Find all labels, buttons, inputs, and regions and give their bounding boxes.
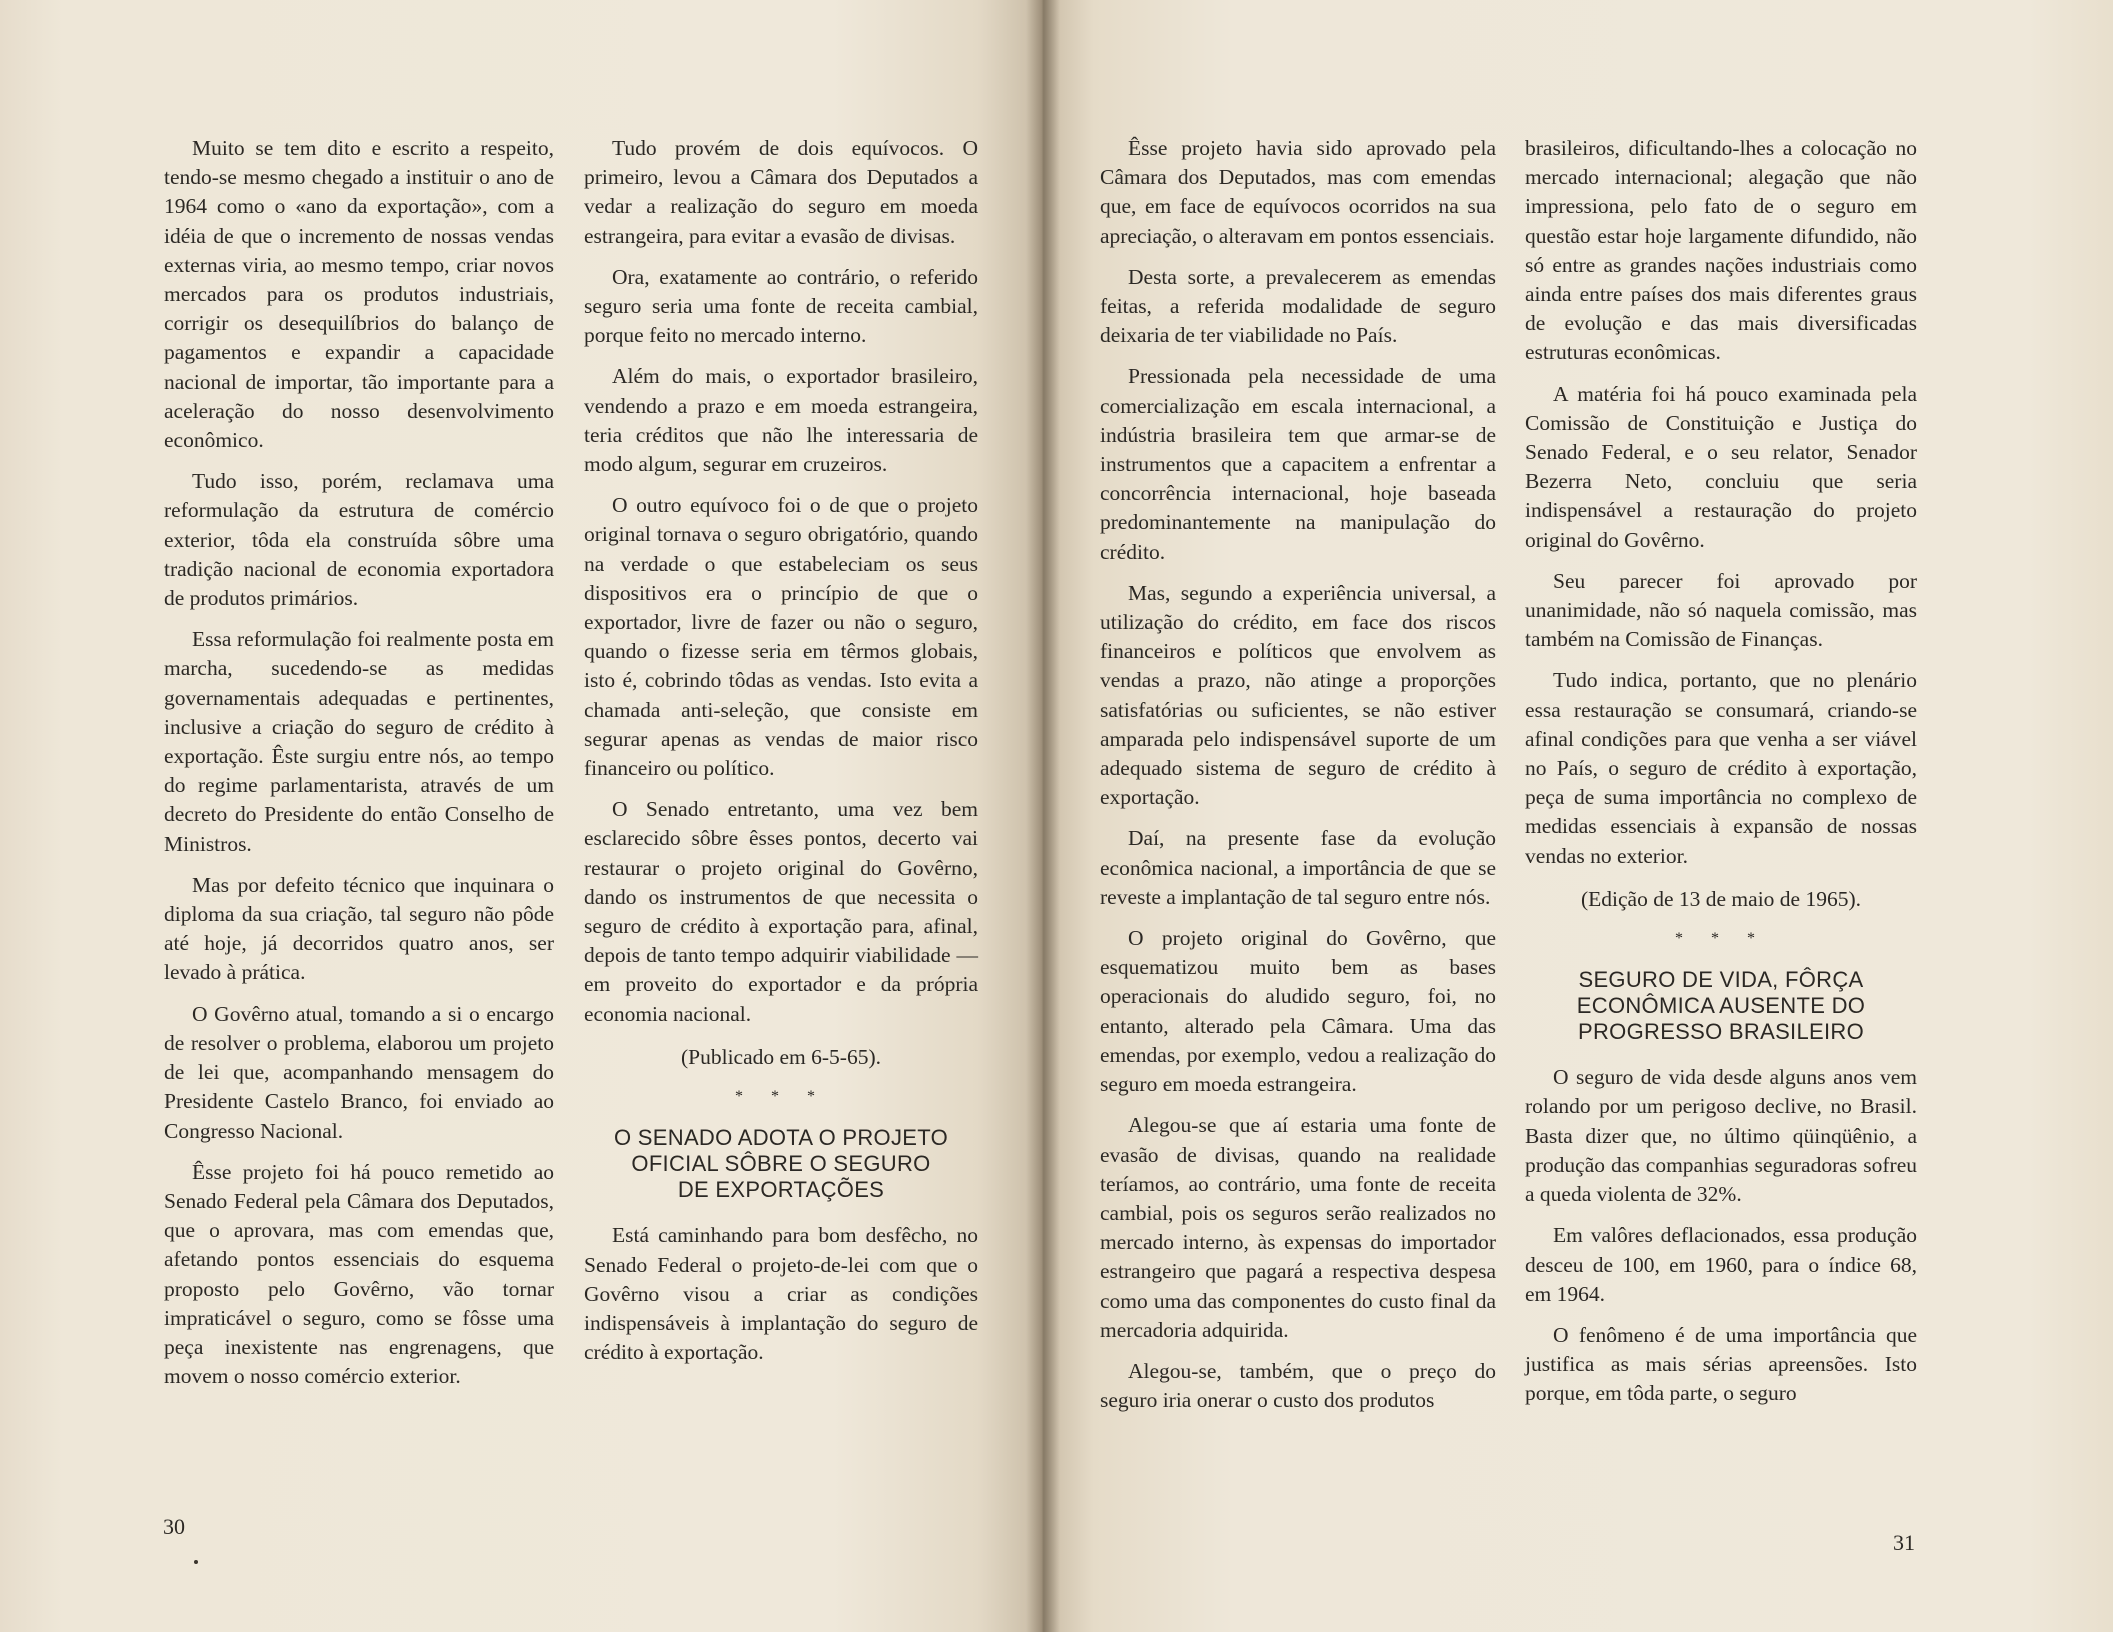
section-separator: * * * xyxy=(735,1088,827,1106)
paragraph: Em valôres deflacionados, essa produção desceu de 100, em 1960, para o índice 68, em 1964. xyxy=(1525,1223,1917,1306)
paragraph: Seu parecer foi aprovado por unanimidade, não só naquela comissão, mas também na Comissão de Finanças. xyxy=(1525,568,1917,652)
paragraph: Mas, segundo a experiência universal, a utilização do crédito, em face dos riscos financeiros e políticos que envolvem as vendas a prazo, não atinge a proporções satisfatórias ou suficientes, se não estiver amparada pelo indispensável suporte de um adequado sistema de seguro de crédito à exportação. xyxy=(1100,580,1496,810)
paragraph: Tudo isso, porém, reclamava uma reformulação da estrutura de comércio exterior, tôda ela construída sôbre uma tradição nacional de economia exportadora de produtos primários. xyxy=(164,469,554,611)
paragraph: Tudo provém de dois equívocos. O primeiro, levou a Câmara dos Deputados a vedar a realização do seguro em moeda estrangeira, para evitar a evasão de divisas. xyxy=(584,136,978,248)
article-headline xyxy=(1525,967,1917,1045)
paragraph: O Govêrno atual, tomando a si o encargo de resolver o problema, elaborou um projeto de lei que, acompanhando mensagem do Presidente Castelo Branco, foi enviado ao Congresso Nacional. xyxy=(164,1001,554,1143)
paragraph: Muito se tem dito e escrito a respeito, tendo-se mesmo chegado a instituir o ano de 1964 como o «ano da exportação», com a idéia de que o incremento de nossas vendas externas viria, ao mesmo tempo, criar novos mercados para os produtos industriais, corrigir os desequilíbrios do balanço de pagamentos e expandir a capacidade nacional de importar, tão importante para a aceleração do nosso desenvolvimento econômico. xyxy=(164,136,554,453)
column-4 xyxy=(1525,134,1917,1421)
paragraph: O projeto original do Govêrno, que esquematizou muito bem as bases operacionais do aludido seguro, foi, no entanto, alterado pela Câmara. Uma das emendas, por exemplo, vedou a realização do seguro em moeda estrangeira. xyxy=(1100,926,1496,1097)
paragraph: Desta sorte, a prevalecerem as emendas feitas, a referida modalidade de seguro deixaria de ter viabilidade no País. xyxy=(1100,264,1496,348)
right-page xyxy=(1040,0,2113,1632)
paragraph: Êsse projeto havia sido aprovado pela Câmara dos Deputados, mas com emendas que, em face de equívocos ocorridos na sua apreciação, o alteravam em pontos essenciais. xyxy=(1100,136,1496,248)
paragraph: O Senado entretanto, uma vez bem esclarecido sôbre êsses pontos, decerto vai restaurar o projeto original do Govêrno, dando os instrumentos de que necessita o seguro de crédito à exportação para, afinal, depois de tanto tempo adquirir viabilidade — em proveito do exportador e da própria economia nacional. xyxy=(584,797,978,1026)
paragraph: Pressionada pela necessidade de uma comercialização em escala internacional, a indústria brasileira tem que armar-se de instrumentos que a capacitem a enfrentar a concorrência internacional, hoje baseada predominantemente na manipulação do crédito. xyxy=(1100,364,1496,564)
paragraph: brasileiros, dificultando-lhes a colocação no mercado internacional; alegação que não impressiona, pelo fato de o seguro em questão estar hoje largamente difundido, não só entre as grandes nações industriais como ainda entre países dos mais diferentes graus de evolução e das mais diversificadas estruturas econômicas. xyxy=(1525,136,1917,365)
paper-speck xyxy=(194,1560,198,1564)
headline-line: DE EXPORTAÇÕES xyxy=(677,1177,885,1203)
paragraph: Daí, na presente fase da evolução econômica nacional, a importância de que se reveste a implantação de tal seguro entre nós. xyxy=(1100,826,1496,909)
paragraph: Mas por defeito técnico que inquinara o diploma da sua criação, tal seguro não pôde até hoje, já decorridos quatro anos, ser levado à prática. xyxy=(164,872,554,985)
page-number: 30 xyxy=(163,1514,185,1539)
paragraph: Alegou-se que aí estaria uma fonte de evasão de divisas, quando na realidade teríamos, ao contrário, uma fonte de receita cambial, pois os seguros serão realizados no mercado interno, às expensas do importador estrangeiro que pagará a respectiva despesa como uma das componentes do custo final da mercadoria adquirida. xyxy=(1100,1113,1496,1342)
edition-note: (Publicado em 6-5-65). xyxy=(680,1044,882,1069)
paragraph: O outro equívoco foi o de que o projeto original tornava o seguro obrigatório, quando na verdade o que estabeleciam os seus dispositivos era o princípio de que o exportador, livre de fazer ou não o seguro, quando o fizesse seria em têrmos globais, isto é, cobrindo tôdas as vendas. Isto evita a chamada anti-seleção, que consiste em segurar apenas as vendas de maior risco financeiro ou político. xyxy=(584,493,978,781)
paragraph: Tudo indica, portanto, que no plenário essa restauração se consumará, criando-se afinal condições para que venha a ser viável no País, o seguro de crédito à exportação, peça de suma importância no complexo de medidas essenciais à expansão de nossas vendas no exterior. xyxy=(1525,668,1917,868)
column-1 xyxy=(164,134,554,1403)
paragraph: Êsse projeto foi há pouco remetido ao Senado Federal pela Câmara dos Deputados, que o aprovara, mas com emendas que, afetando pontos essenciais do esquema proposto pelo Govêrno, vão tornar impraticável o seguro, como se fôsse uma peça inexistente nas engrenagens, que movem o nosso comércio exterior. xyxy=(164,1159,554,1389)
paragraph: Essa reformulação foi realmente posta em marcha, sucedendo-se as medidas governamentais adequadas e pertinentes, inclusive a criação do seguro de crédito à exportação. Êste surgiu entre nós, ao tempo do regime parlamentarista, através de um decreto do Presidente do então Conselho de Ministros. xyxy=(164,627,554,856)
headline-line: OFICIAL SÔBRE O SEGURO xyxy=(631,1151,931,1177)
paragraph: A matéria foi há pouco examinada pela Comissão de Constituição e Justiça do Senado Federal, e o seu relator, Senador Bezerra Neto, concluiu que seria indispensável a restauração do projeto original do Govêrno. xyxy=(1525,381,1917,552)
paragraph: O fenômeno é de uma importância que justifica as mais sérias apreensões. Isto porque, em tôda parte, o seguro xyxy=(1525,1322,1917,1406)
paragraph: Além do mais, o exportador brasileiro, vendendo a prazo e em moeda estrangeira, teria créditos que não lhe interessaria de modo algum, segurar em cruzeiros. xyxy=(584,364,978,477)
headline-line: O SENADO ADOTA O PROJETO xyxy=(613,1125,948,1151)
column-2 xyxy=(584,134,978,1379)
edition-note: (Edição de 13 de maio de 1965). xyxy=(1580,886,1861,911)
section-separator: * * * xyxy=(1675,930,1767,948)
paragraph: Ora, exatamente ao contrário, o referido seguro seria uma fonte de receita cambial, porque feito no mercado interno. xyxy=(584,264,978,348)
paragraph: Está caminhando para bom desfêcho, no Senado Federal o projeto-de-lei com que o Govêrno visou a criar as condições indispensáveis à implantação do seguro de crédito à exportação. xyxy=(584,1223,978,1365)
left-page xyxy=(0,0,1040,1632)
headline-line: PROGRESSO BRASILEIRO xyxy=(1578,1019,1864,1045)
headline-line: SEGURO DE VIDA, FÔRÇA xyxy=(1578,967,1864,993)
paragraph: O seguro de vida desde alguns anos vem rolando por um perigoso declive, no Brasil. Basta dizer que, no último qüinqüênio, a produção das companhias seguradoras sofreu a queda violenta de 32%. xyxy=(1525,1065,1917,1207)
paragraph: Alegou-se, também, que o preço do seguro iria onerar o custo dos produtos xyxy=(1100,1358,1496,1413)
book-gutter xyxy=(1026,0,1060,1632)
headline-line: ECONÔMICA AUSENTE DO xyxy=(1576,993,1866,1019)
article-headline xyxy=(584,1125,978,1203)
page-number: 31 xyxy=(1893,1530,1915,1555)
column-3 xyxy=(1100,134,1496,1427)
